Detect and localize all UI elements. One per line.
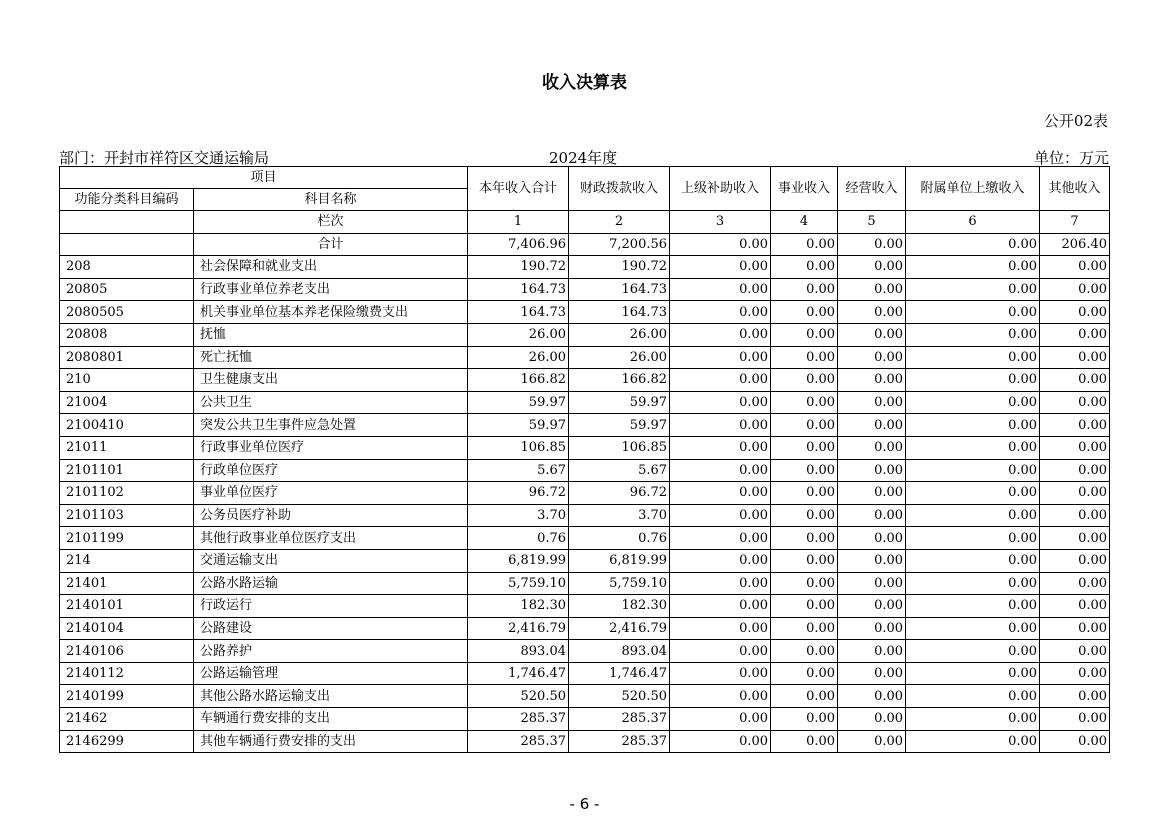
row-value: 0.00 [670,323,771,346]
row-value: 5.67 [569,459,670,482]
table-row [60,640,1110,663]
row-value: 0.00 [906,414,1040,437]
row-code: 210 [60,369,194,392]
row-value: 0.00 [838,504,906,527]
row-value: 0.00 [906,256,1040,279]
row-value: 0.00 [906,572,1040,595]
row-value: 0.00 [670,504,771,527]
row-name: 公路运输管理 [194,662,468,685]
row-value: 520.50 [569,685,670,708]
row-value: 59.97 [569,414,670,437]
row-value: 0.00 [906,369,1040,392]
row-value: 0.00 [906,685,1040,708]
table-row [60,391,1110,414]
row-value: 164.73 [569,301,670,324]
row-value: 0.00 [771,323,838,346]
table-row [60,323,1110,346]
header-item: 项目 [60,167,468,189]
table-row [60,278,1110,301]
row-value: 0.00 [906,504,1040,527]
row-value: 893.04 [569,640,670,663]
row-value: 0.00 [838,346,906,369]
row-code: 208 [60,256,194,279]
table-row [60,482,1110,505]
row-code: 2080801 [60,346,194,369]
row-value: 0.00 [771,617,838,640]
row-value: 0.00 [906,436,1040,459]
row-name: 公务员医疗补助 [194,504,468,527]
row-code: 2101199 [60,527,194,550]
table-row [60,256,1110,279]
row-value: 2,416.79 [569,617,670,640]
header-col-7: 其他收入 [1040,167,1110,211]
table-row [60,504,1110,527]
row-value: 0.00 [838,323,906,346]
table-row [60,662,1110,685]
row-value: 0.00 [670,459,771,482]
column-number-row [60,211,1110,234]
row-code: 20805 [60,278,194,301]
table-row [60,595,1110,618]
row-value: 0.00 [1040,459,1110,482]
column-number: 6 [906,211,1040,234]
total-value: 0.00 [906,233,1040,256]
row-code: 21462 [60,708,194,731]
row-value: 520.50 [468,685,569,708]
row-value: 893.04 [468,640,569,663]
table-row [60,708,1110,731]
row-value: 0.00 [670,369,771,392]
table-row [60,549,1110,572]
row-value: 5,759.10 [569,572,670,595]
header-col-1: 本年收入合计 [468,167,569,211]
row-value: 0.00 [838,436,906,459]
row-name: 交通运输支出 [194,549,468,572]
row-value: 0.00 [670,346,771,369]
row-value: 0.00 [1040,391,1110,414]
row-value: 0.00 [771,301,838,324]
row-value: 0.00 [771,459,838,482]
row-value: 0.00 [1040,549,1110,572]
row-value: 6,819.99 [569,549,670,572]
row-value: 0.00 [838,482,906,505]
row-code: 2140101 [60,595,194,618]
row-value: 0.00 [670,708,771,731]
row-value: 285.37 [468,708,569,731]
row-value: 0.76 [468,527,569,550]
row-value: 0.00 [838,256,906,279]
row-value: 0.00 [771,278,838,301]
header-subject-name: 科目名称 [194,189,468,211]
row-value: 0.00 [670,391,771,414]
row-name: 事业单位医疗 [194,482,468,505]
row-value: 0.00 [670,278,771,301]
row-value: 0.00 [906,278,1040,301]
row-name: 行政运行 [194,595,468,618]
row-name: 车辆通行费安排的支出 [194,708,468,731]
row-value: 182.30 [569,595,670,618]
total-value: 7,406.96 [468,233,569,256]
row-value: 0.00 [1040,256,1110,279]
total-value: 7,200.56 [569,233,670,256]
row-value: 0.00 [1040,708,1110,731]
row-code: 20808 [60,323,194,346]
row-value: 0.00 [906,549,1040,572]
row-value: 26.00 [569,346,670,369]
row-value: 6,819.99 [468,549,569,572]
row-value: 1,746.47 [468,662,569,685]
row-value: 0.00 [670,414,771,437]
row-value: 0.00 [670,595,771,618]
column-number: 4 [771,211,838,234]
row-value: 3.70 [468,504,569,527]
table-row [60,436,1110,459]
row-value: 0.00 [1040,323,1110,346]
column-number: 7 [1040,211,1110,234]
header-col-4: 事业收入 [771,167,838,211]
row-value: 0.00 [1040,685,1110,708]
row-value: 0.00 [771,640,838,663]
row-value: 5,759.10 [468,572,569,595]
meta-row [59,147,1109,167]
page-title: 收入决算表 [542,73,627,93]
header-col-5: 经营收入 [838,167,906,211]
row-value: 0.00 [838,414,906,437]
row-value: 96.72 [468,482,569,505]
row-name: 卫生健康支出 [194,369,468,392]
income-table [59,166,1110,753]
row-value: 0.00 [838,572,906,595]
row-value: 0.00 [1040,617,1110,640]
row-value: 182.30 [468,595,569,618]
row-value: 0.00 [1040,278,1110,301]
row-value: 106.85 [569,436,670,459]
row-value: 0.00 [771,504,838,527]
row-value: 5.67 [468,459,569,482]
row-code: 2100410 [60,414,194,437]
row-value: 0.00 [906,346,1040,369]
row-value: 0.00 [906,527,1040,550]
row-value: 96.72 [569,482,670,505]
form-code: 公开02表 [1043,112,1108,130]
row-value: 0.00 [771,685,838,708]
row-value: 59.97 [468,391,569,414]
row-value: 0.00 [906,323,1040,346]
row-value: 0.00 [1040,301,1110,324]
row-code: 21401 [60,572,194,595]
row-value: 164.73 [569,278,670,301]
row-value: 1,746.47 [569,662,670,685]
row-code: 2101101 [60,459,194,482]
row-code: 2140104 [60,617,194,640]
row-value: 0.00 [1040,527,1110,550]
table-row [60,459,1110,482]
table-row [60,685,1110,708]
row-value: 0.00 [670,640,771,663]
row-name: 行政事业单位医疗 [194,436,468,459]
table-row [60,617,1110,640]
row-value: 285.37 [468,730,569,753]
table-row [60,730,1110,753]
row-value: 0.00 [1040,346,1110,369]
total-value: 0.00 [670,233,771,256]
row-value: 166.82 [569,369,670,392]
row-name: 其他公路水路运输支出 [194,685,468,708]
row-value: 26.00 [569,323,670,346]
row-value: 285.37 [569,708,670,731]
row-value: 0.00 [838,617,906,640]
row-value: 0.00 [838,549,906,572]
row-value: 0.00 [771,549,838,572]
row-value: 0.00 [838,369,906,392]
column-number: 3 [670,211,771,234]
total-value: 0.00 [771,233,838,256]
row-code: 214 [60,549,194,572]
table-row [60,572,1110,595]
row-value: 0.00 [906,459,1040,482]
row-value: 0.00 [838,595,906,618]
row-value: 0.00 [1040,504,1110,527]
row-name: 其他车辆通行费安排的支出 [194,730,468,753]
row-value: 0.00 [670,527,771,550]
row-value: 106.85 [468,436,569,459]
row-value: 0.00 [771,708,838,731]
row-value: 0.00 [906,595,1040,618]
column-number: 2 [569,211,670,234]
row-name: 公路建设 [194,617,468,640]
table-row [60,346,1110,369]
row-value: 0.00 [906,662,1040,685]
row-value: 190.72 [569,256,670,279]
header-func-code: 功能分类科目编码 [60,189,194,211]
row-value: 0.00 [670,549,771,572]
column-number: 5 [838,211,906,234]
total-value: 206.40 [1040,233,1110,256]
row-value: 0.00 [838,685,906,708]
total-value: 0.00 [838,233,906,256]
table-row [60,414,1110,437]
row-name: 行政单位医疗 [194,459,468,482]
row-value: 0.00 [1040,572,1110,595]
row-value: 0.00 [771,369,838,392]
row-code: 2146299 [60,730,194,753]
row-value: 0.00 [771,730,838,753]
row-value: 0.00 [838,640,906,663]
row-value: 0.00 [670,617,771,640]
row-value: 0.00 [906,617,1040,640]
row-name: 公路养护 [194,640,468,663]
row-value: 0.00 [771,595,838,618]
header-row-1 [60,167,1110,189]
row-value: 0.00 [670,436,771,459]
row-value: 0.00 [1040,595,1110,618]
unit-label: 单位：万元 [1033,149,1109,167]
row-value: 285.37 [569,730,670,753]
header-col-2: 财政拨款收入 [569,167,670,211]
row-value: 0.00 [838,301,906,324]
row-value: 164.73 [468,301,569,324]
row-value: 0.00 [771,527,838,550]
row-name: 突发公共卫生事件应急处置 [194,414,468,437]
row-code: 2140199 [60,685,194,708]
row-value: 0.00 [1040,369,1110,392]
row-value: 0.00 [1040,640,1110,663]
row-value: 59.97 [569,391,670,414]
row-value: 0.00 [838,730,906,753]
column-number-blank [60,211,194,234]
table-row [60,527,1110,550]
row-value: 0.00 [771,482,838,505]
row-value: 0.00 [1040,414,1110,437]
row-value: 2,416.79 [468,617,569,640]
header-col-3: 上级补助收入 [670,167,771,211]
row-value: 0.00 [771,256,838,279]
total-label: 合计 [194,233,468,256]
row-name: 公共卫生 [194,391,468,414]
row-value: 0.00 [906,391,1040,414]
row-value: 26.00 [468,323,569,346]
row-value: 0.00 [670,572,771,595]
table-row [60,301,1110,324]
row-value: 0.00 [670,730,771,753]
column-number-label: 栏次 [194,211,468,234]
row-value: 190.72 [468,256,569,279]
row-name: 公路水路运输 [194,572,468,595]
column-number: 1 [468,211,569,234]
row-value: 0.00 [771,662,838,685]
row-value: 59.97 [468,414,569,437]
row-name: 机关事业单位基本养老保险缴费支出 [194,301,468,324]
row-value: 0.00 [771,572,838,595]
row-name: 行政事业单位养老支出 [194,278,468,301]
row-value: 0.00 [906,708,1040,731]
total-code-blank [60,233,194,256]
row-value: 26.00 [468,346,569,369]
row-value: 0.00 [670,301,771,324]
row-code: 2080505 [60,301,194,324]
row-value: 0.00 [771,436,838,459]
row-value: 0.76 [569,527,670,550]
row-code: 21011 [60,436,194,459]
row-name: 其他行政事业单位医疗支出 [194,527,468,550]
row-value: 0.00 [1040,662,1110,685]
header-col-6: 附属单位上缴收入 [906,167,1040,211]
row-value: 3.70 [569,504,670,527]
row-value: 0.00 [771,391,838,414]
row-value: 0.00 [838,527,906,550]
row-code: 21004 [60,391,194,414]
row-value: 0.00 [906,640,1040,663]
row-value: 0.00 [1040,482,1110,505]
page-number: - 6 - [569,795,600,813]
row-value: 166.82 [468,369,569,392]
row-value: 0.00 [906,301,1040,324]
row-value: 0.00 [1040,436,1110,459]
row-code: 2140112 [60,662,194,685]
row-value: 0.00 [838,662,906,685]
row-value: 0.00 [838,459,906,482]
row-code: 2101102 [60,482,194,505]
table-row [60,369,1110,392]
row-code: 2140106 [60,640,194,663]
row-value: 0.00 [670,685,771,708]
row-name: 社会保障和就业支出 [194,256,468,279]
total-row [60,233,1110,256]
department-label: 部门：开封市祥符区交通运输局 [59,149,270,167]
row-value: 0.00 [670,482,771,505]
row-value: 0.00 [670,662,771,685]
row-name: 死亡抚恤 [194,346,468,369]
row-value: 0.00 [838,278,906,301]
row-value: 0.00 [771,414,838,437]
year-label: 2024年度 [549,149,618,167]
row-value: 164.73 [468,278,569,301]
row-value: 0.00 [906,482,1040,505]
row-code: 2101103 [60,504,194,527]
row-value: 0.00 [1040,730,1110,753]
row-value: 0.00 [670,256,771,279]
row-value: 0.00 [906,730,1040,753]
row-name: 抚恤 [194,323,468,346]
row-value: 0.00 [838,391,906,414]
row-value: 0.00 [838,708,906,731]
row-value: 0.00 [771,346,838,369]
